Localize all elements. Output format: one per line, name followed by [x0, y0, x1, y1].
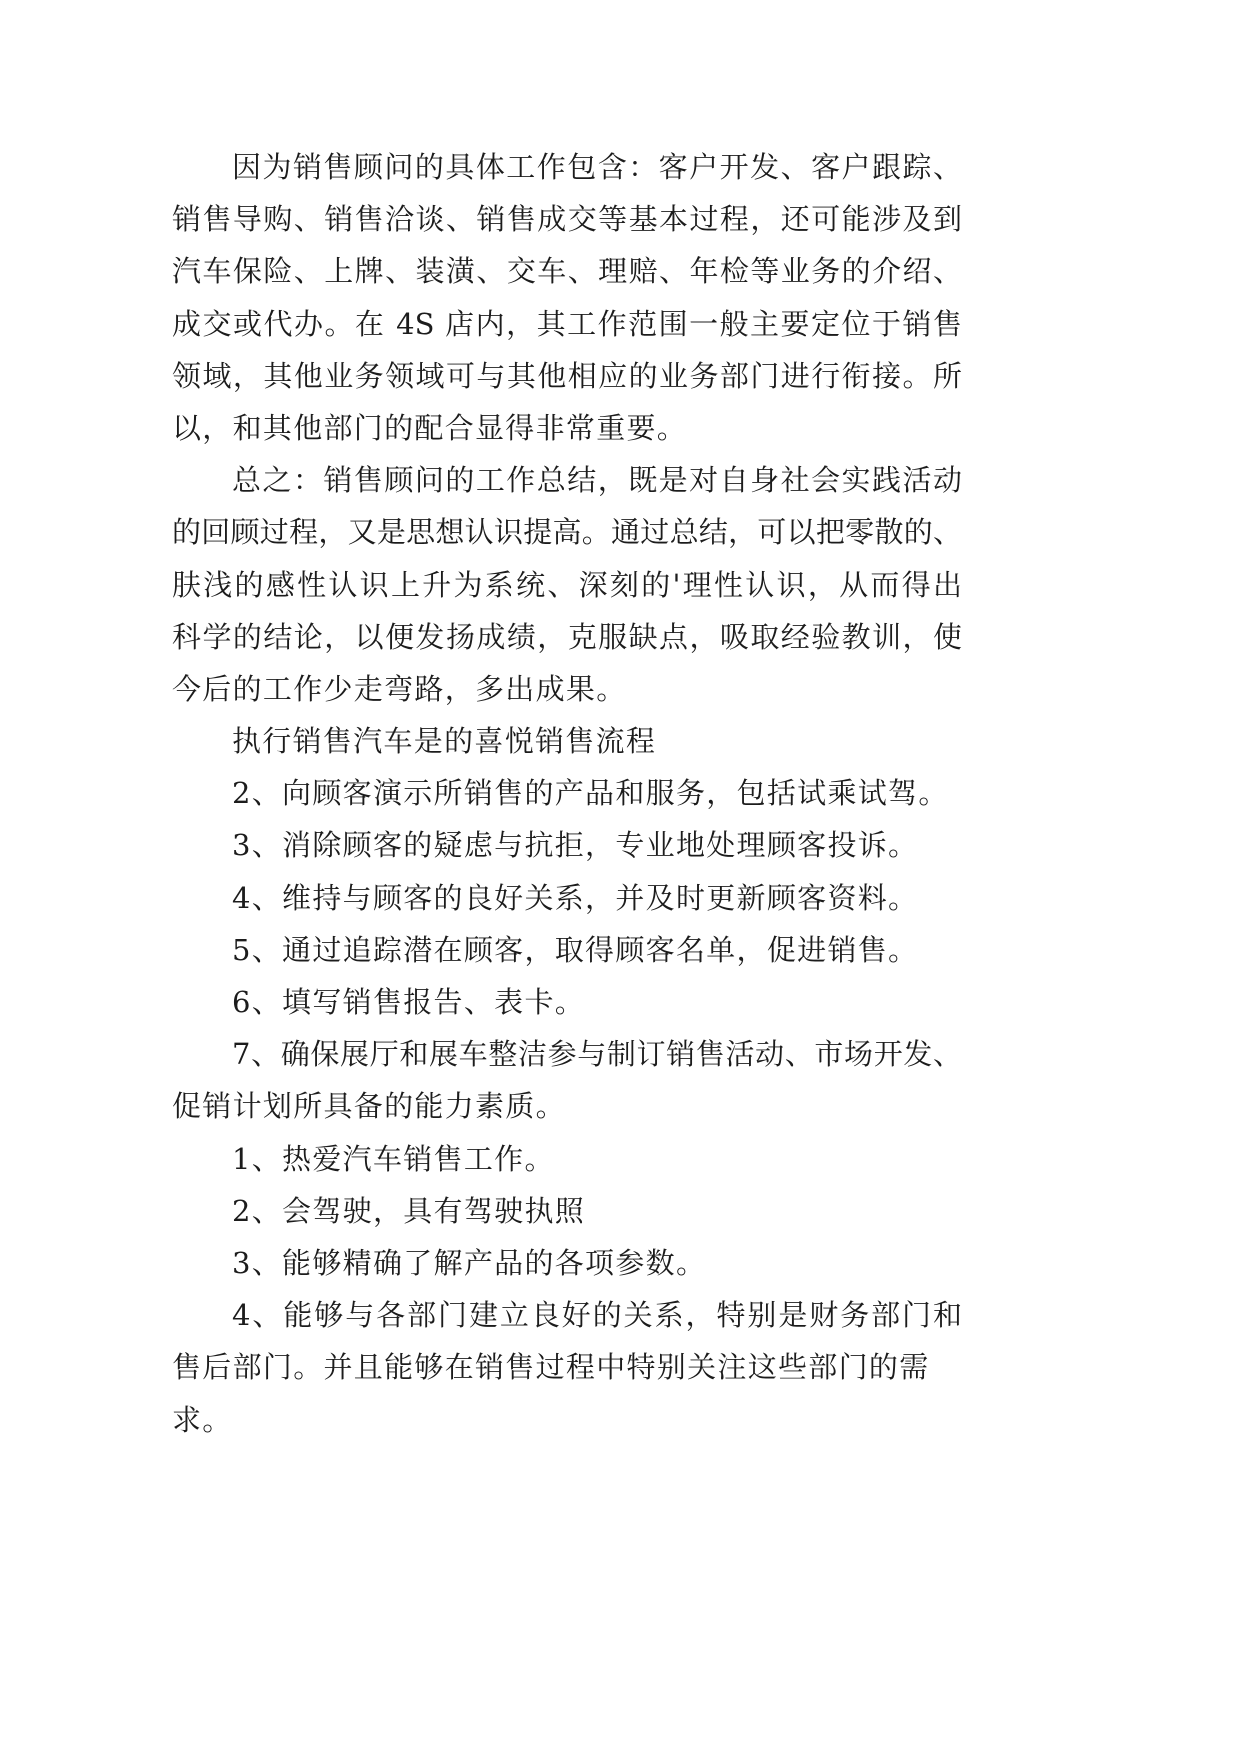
text-line: 领域，其他业务领域可与其他相应的业务部门进行衔接。所: [172, 358, 962, 393]
list-item-ability-2: [172, 1185, 962, 1237]
paragraph-summary: [172, 454, 962, 715]
list-item-ability-3: [172, 1237, 962, 1289]
text-line: 销售导购、销售洽谈、销售成交等基本过程，还可能涉及到: [172, 202, 962, 237]
text-line: 执行销售汽车是的喜悦销售流程: [232, 724, 657, 759]
text-line: 的回顾过程，又是思想认识提高。通过总结，可以把零散的、: [172, 515, 962, 550]
document-body: [172, 141, 962, 1437]
text-line: 售后部门。并且能够在销售过程中特别关注这些部门的需求。: [172, 1350, 930, 1437]
text-line: 2、向顾客演示所销售的产品和服务，包括试乘试驾。: [232, 776, 949, 811]
list-item-process-7: [172, 1028, 962, 1132]
list-item-ability-1: [172, 1133, 962, 1185]
list-item-process-3: [172, 819, 962, 871]
text-line: 4、维持与顾客的良好关系，并及时更新顾客资料。: [232, 880, 919, 915]
text-line: 总之：销售顾问的工作总结，既是对自身社会实践活动: [232, 463, 962, 498]
list-item-process-4: [172, 872, 962, 924]
text-line: 6、填写销售报告、表卡。: [232, 985, 586, 1019]
text-line: 因为销售顾问的具体工作包含：客户开发、客户跟踪、: [232, 150, 962, 184]
text-line: 1、热爱汽车销售工作。: [232, 1141, 555, 1176]
list-item-process-2: [172, 767, 962, 819]
paragraph-sales-process-heading: [172, 715, 962, 767]
text-line: 5、通过追踪潜在顾客，取得顾客名单，促进销售。: [232, 932, 919, 967]
list-item-ability-4: [172, 1289, 962, 1437]
text-line: 促销计划所具备的能力素质。: [172, 1089, 566, 1124]
text-line: 汽车保险、上牌、装潢、交车、理赔、年检等业务的介绍、: [172, 254, 962, 289]
text-line: 成交或代办。在 4S 店内，其工作范围一般主要定位于销售: [172, 306, 962, 341]
text-line: 2、会驾驶，具有驾驶执照: [232, 1193, 586, 1228]
text-line: 4、能够与各部门建立良好的关系，特别是财务部门和: [232, 1298, 962, 1333]
list-item-process-6: [172, 976, 962, 1028]
text-line: 科学的结论，以便发扬成绩，克服缺点，吸取经验教训，使: [172, 619, 962, 654]
text-line: 3、能够精确了解产品的各项参数。: [232, 1245, 707, 1280]
paragraph-sales-consultant-duties: [172, 141, 962, 454]
text-line: 7、确保展厅和展车整洁参与制订销售活动、市场开发、: [232, 1037, 962, 1072]
text-line: 3、消除顾客的疑虑与抗拒，专业地处理顾客投诉。: [232, 828, 919, 863]
text-line: 今后的工作少走弯路，多出成果。: [172, 671, 627, 706]
text-line: 肤浅的感性认识上升为系统、深刻的'理性认识，从而得出: [172, 567, 962, 602]
list-item-process-5: [172, 924, 962, 976]
text-line: 以，和其他部门的配合显得非常重要。: [172, 410, 688, 445]
